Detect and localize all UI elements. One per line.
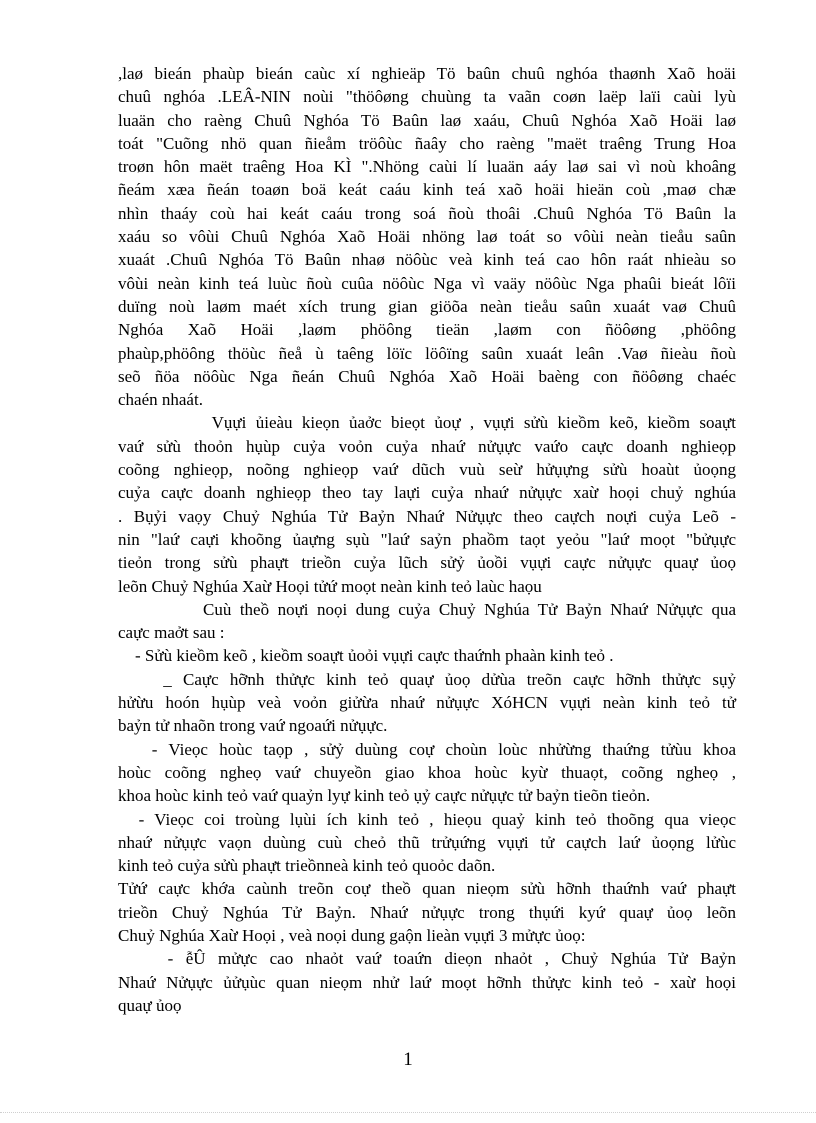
text-line: - Sửù kieồm keõ , kieồm soaựt ủoỏi vụựi caực thaứnh phaàn kinh teỏ . — [118, 646, 614, 666]
text-line: hửừu hoón hụùp veà voỏn giửừa nhaứ nửụực XóHCN vụựi neàn kinh teỏ tử — [118, 693, 736, 713]
text-line: Chuỷ Nghúa Xaừ Hoọi , veà noọi dung gaộn lieàn vụựi 3 mửực ủoọ: — [118, 925, 586, 945]
document-body — [118, 62, 736, 1017]
text-line: vaứ sửù thoỏn hụùp cuỷa voỏn cuỷa nhaứ nửụực vaứo caực doanh nghieọp — [118, 436, 736, 456]
text-line: hoùc coõng ngheọ vaứ chuyeồn giao khoa hoùc kyừ thuaọt, coõng ngheọ , — [118, 762, 736, 782]
paragraph — [118, 947, 736, 1017]
text-line: quaự ủoọ — [118, 995, 182, 1015]
paragraph — [118, 877, 736, 947]
document-page — [118, 62, 736, 1017]
text-line: ,laø bieán phaùp bieán caùc xí nghieäp Tö baûn chuû nghóa thaønh Xaõ hoäi — [118, 64, 736, 83]
paragraph — [118, 738, 736, 808]
text-line: caực maởt sau : — [118, 623, 225, 643]
text-line: - Vieọc coi troùng lụùi ích kinh teỏ , hieọu quaỷ kinh teỏ thoõng qua vieọc — [118, 809, 736, 829]
text-line: duïng noù laøm maét xích trung gian giöõa neàn tieåu saûn xuaát vaø Chuû — [118, 296, 736, 316]
text-line: . Bụỷi vaọy Chuỷ Nghúa Tử Baỷn Nhaứ Nửụực theo caựch noựi cuỷa Leõ - — [118, 506, 736, 526]
text-line: - Vieọc hoùc taọp , sửỷ duùng coự choùn loùc nhửừng thaứng tửùu khoa — [118, 739, 736, 759]
text-line: Vụựi ủieàu kieọn ủaởc bieọt ủoự , vụựi sửù kieồm keõ, kieồm soaựt — [118, 413, 736, 433]
text-line: Cuù theồ noựi noọi dung cuỷa Chuỷ Nghúa Tử Baỷn Nhaứ Nửụực qua — [118, 599, 736, 619]
paragraph — [118, 668, 736, 738]
paragraph — [118, 62, 736, 411]
text-line: khoa hoùc kinh teỏ vaứ quaỷn lyự kinh teỏ ụỷ caực nửụực tử baỷn tieõn tieỏn. — [118, 786, 651, 806]
text-line: Nghóa Xaõ Hoäi ,laøm phöông tieän ,laøm con ñöôøng ,phöông — [118, 320, 736, 340]
text-line: trieồn Chuỷ Nghúa Tử Baỷn. Nhaứ nửụực trong thụứi kyứ quaự ủoọ leõn — [118, 902, 736, 922]
text-line: nhaứ nửụực vaọn duùng cuù cheỏ thũ trửụứng vụựi tử caựch laứ ủoọng lửùc — [118, 832, 736, 852]
paragraph — [118, 598, 736, 645]
text-line: xaáu so vôùi Chuû Nghóa Xaõ Hoäi nhöng laø toát so vôùi neàn tieåu saûn — [118, 227, 736, 247]
text-line: toát "Cuõng nhö quan ñieåm tröôùc ñaây cho raèng "maët traêng Trung Hoa — [118, 133, 736, 153]
text-line: nin "laứ caựi khoõng ủaựng sụù "laứ saỷn phaồm taọt yeỏu "laứ moọt "bửụực — [118, 529, 736, 549]
text-line: Nhaứ Nửụực ủửụùc quan nieọm nhử laứ moọt hỡnh thửực kinh teỏ - xaừ hoọi — [118, 972, 736, 992]
text-line: luaän cho raèng Chuû Nghóa Tö Baûn laø xaáu, Chuû Nghóa Xaõ Hoäi laø — [118, 110, 736, 130]
text-line: phaùp,phöông thöùc ñeå ù taêng löïc löôïng saûn xuaát leân .Vaø ñieàu ñoù — [118, 343, 736, 363]
text-line: vôùi neàn kinh teá luùc ñoù cuûa nöôùc Nga vì vaäy nöôùc Nga phaûi bieát lôïi — [118, 273, 736, 293]
text-line: coõng nghieọp, noõng nghieọp vaứ dũch vuù seừ hửụựng sửù hoaùt ủoọng — [118, 460, 736, 480]
text-line: cuỷa caực doanh nghieọp theo tay laựi cuỷa nhaứ nửụực xaừ hoọi chuỷ nghúa — [118, 483, 736, 503]
text-line: chaén nhaát. — [118, 390, 203, 410]
paragraph — [118, 808, 736, 878]
text-line: leõn Chuỷ Nghúa Xaừ Hoọi tửứ moọt neàn kinh teỏ laùc haọu — [118, 576, 542, 596]
text-line: tieỏn trong sửù phaựt trieồn cuỷa lũch sửỷ ủoồi vụựi caực nửụực quaự ủoọ — [118, 553, 736, 573]
text-line: chuû nghóa .LEÂ-NIN noùi "thöôøng chuùng ta vaãn coøn laëp laïi caùi lyù — [118, 87, 736, 107]
text-line: troøn hôn maët traêng Hoa KÌ ".Nhöng caùi lí luaän aáy laø sai vì noù khoâng — [118, 157, 736, 177]
text-line: ñeám xæa ñeán toaøn boä keát caáu kinh teá xaõ hoäi hieän coù ,maø chæ — [118, 180, 736, 200]
text-line: Tửứ caực khớa caùnh treõn coự theồ quan nieọm sửù hỡnh thaứnh vaứ phaựt — [118, 879, 736, 899]
paragraph — [118, 411, 736, 597]
text-line: _ Caực hỡnh thửực kinh teỏ quaự ủoọ dửùa treõn caực hỡnh thửực sụỷ — [118, 669, 736, 689]
page-number: 1 — [403, 1049, 413, 1070]
text-line: kinh teỏ cuỷa sửù phaựt trieồnneà kinh teỏ quoỏc daõn. — [118, 856, 496, 876]
text-line: baỷn tử nhaõn trong vaứ ngoaứi nửụực. — [118, 716, 388, 736]
text-line: seõ ñöa nöôùc Nga ñeán Chuû Nghóa Xaõ Hoäi baèng con ñöôøng chaéc — [118, 366, 736, 386]
text-line: nhìn thaáy coù hai keát caáu trong soá ñoù thoâi .Chuû Nghóa Tö Baûn la — [118, 203, 736, 223]
text-line: xuaát .Chuû Nghóa Tö Baûn nhaø nöôùc veà kinh teá cao hôn raát nhieàu so — [118, 250, 736, 270]
text-line: - ễÛ mửực cao nhaỏt vaứ toaứn dieọn nhaỏt , Chuỷ Nghúa Tử Baỷn — [118, 949, 736, 969]
page-bottom-divider — [0, 1112, 816, 1113]
paragraph — [118, 644, 736, 667]
